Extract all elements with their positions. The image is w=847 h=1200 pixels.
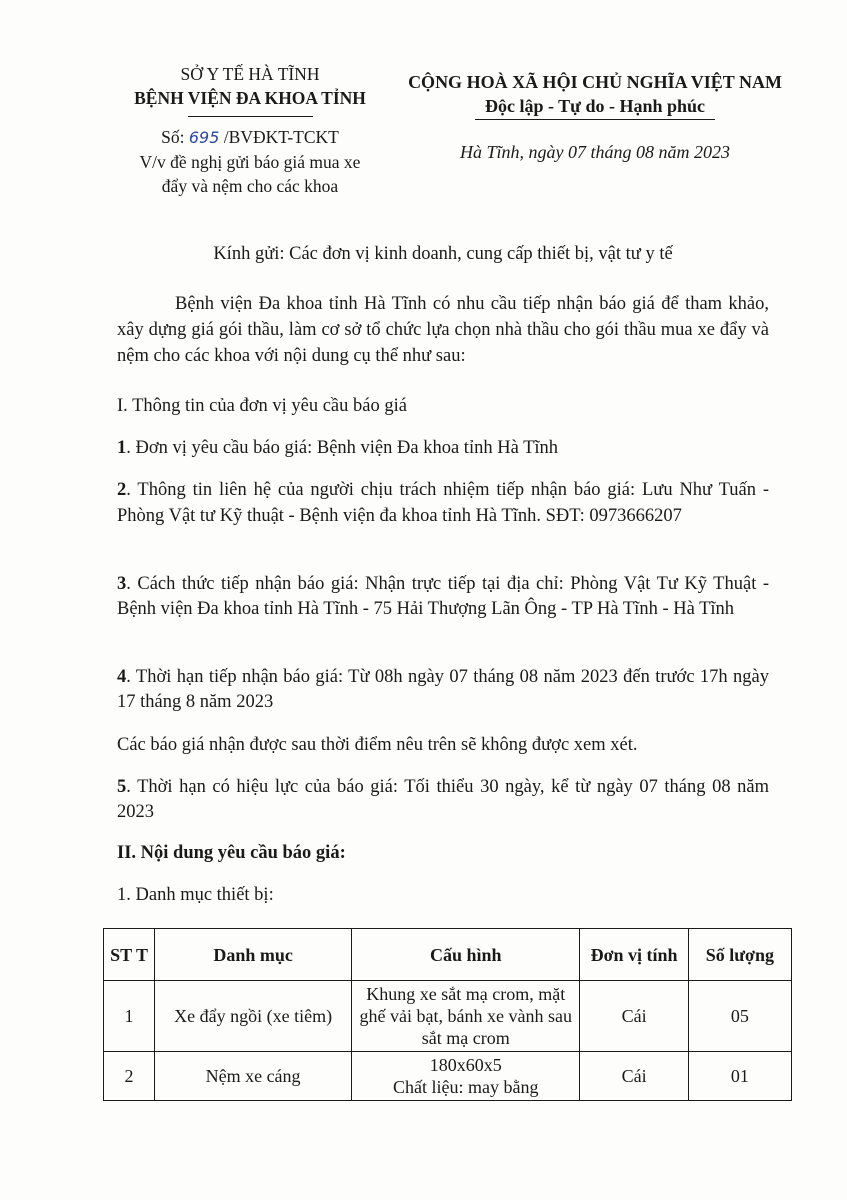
- item-number: 2: [117, 480, 127, 500]
- header-unit: Đơn vị tính: [580, 929, 688, 981]
- number-suffix: /BVĐKT-TCKT: [223, 127, 339, 147]
- subject-line-2: đẩy và nệm cho các khoa: [161, 176, 339, 196]
- intro-paragraph: Bệnh viện Đa khoa tỉnh Hà Tĩnh có nhu cầu tiếp nhận báo giá để tham khảo, xây dựng giá gói thầu, làm cơ sở tổ chức lựa chọn nhà thầu cho gói thầu mua xe đẩy và nệm cho các khoa với nội dung cụ thể như sau:: [117, 294, 769, 366]
- item-number: 3: [117, 574, 127, 594]
- equipment-table: [103, 928, 792, 1101]
- item-text: . Cách thức tiếp nhận báo giá: Nhận trực tiếp tại địa chỉ: Phòng Vật Tư Kỹ Thuật - Bệnh viện Đa khoa tỉnh Hà Tĩnh - 75 Hải Thượng Lãn Ông - TP Hà Tĩnh - Hà Tĩnh: [117, 574, 769, 619]
- item-number: 5: [117, 777, 127, 797]
- item-3: [117, 572, 769, 622]
- cell-config: Khung xe sắt mạ crom, mặt ghế vải bạt, bánh xe vành sau sắt mạ crom: [352, 981, 580, 1052]
- header-divider: [188, 116, 313, 117]
- cell-qty: 01: [688, 1052, 791, 1101]
- cell-qty: 05: [688, 981, 791, 1052]
- item-1: [117, 435, 769, 461]
- item-5: [117, 775, 769, 825]
- section-2-subtitle: 1. Danh mục thiết bị:: [117, 885, 274, 905]
- cell-item: Nệm xe cáng: [155, 1052, 352, 1101]
- table-row: [104, 1052, 792, 1101]
- cell-unit: Cái: [580, 1052, 688, 1101]
- section-1-title: I. Thông tin của đơn vị yêu cầu báo giá: [117, 396, 407, 416]
- table-header-row: [104, 929, 792, 981]
- document-number: [100, 125, 400, 150]
- recipient: Kính gửi: Các đơn vị kinh doanh, cung cấp thiết bị, vật tư y tế: [213, 244, 673, 264]
- department-name: SỞ Y TẾ HÀ TĨNH: [180, 64, 320, 84]
- config-line-2: Chất liệu: may bằng: [393, 1077, 539, 1097]
- item-2: [117, 477, 769, 529]
- hospital-name: BỆNH VIỆN ĐA KHOA TỈNH: [134, 88, 366, 108]
- item-text: . Thông tin liên hệ của người chịu trách nhiệm tiếp nhận báo giá: Lưu Như Tuấn - Phòng Vật tư Kỹ thuật - Bệnh viện đa khoa tỉnh Hà Tĩnh. SĐT: 0973666207: [117, 480, 769, 526]
- config-line-1: 180x60x5: [429, 1055, 502, 1075]
- subject-line-1: V/v đề nghị gửi báo giá mua xe: [139, 152, 361, 172]
- cell-config: [352, 1052, 580, 1101]
- cell-unit: Cái: [580, 981, 688, 1052]
- header-stt: ST T: [104, 929, 155, 981]
- item-text: . Thời hạn có hiệu lực của báo giá: Tối thiểu 30 ngày, kể từ ngày 07 tháng 08 năm 2023: [117, 777, 769, 822]
- cell-item: Xe đẩy ngồi (xe tiêm): [155, 981, 352, 1052]
- late-quote-note: Các báo giá nhận được sau thời điểm nêu trên sẽ không được xem xét.: [117, 735, 638, 755]
- country-name: CỘNG HOÀ XÃ HỘI CHỦ NGHĨA VIỆT NAM: [408, 72, 782, 92]
- handwritten-number: 695: [188, 128, 220, 147]
- issuer-header: [100, 62, 400, 198]
- header-item: Danh mục: [155, 929, 352, 981]
- item-text: . Đơn vị yêu cầu báo giá: Bệnh viện Đa khoa tỉnh Hà Tĩnh: [126, 438, 559, 458]
- item-number: 4: [117, 667, 127, 687]
- cell-stt: 2: [104, 1052, 155, 1101]
- place-date: Hà Tĩnh, ngày 07 tháng 08 năm 2023: [460, 142, 730, 162]
- motto-underline: [475, 119, 715, 120]
- cell-stt: 1: [104, 981, 155, 1052]
- item-4: [117, 665, 769, 715]
- table-row: [104, 981, 792, 1052]
- section-2-title: II. Nội dung yêu cầu báo giá:: [117, 843, 346, 863]
- header-config: Cấu hình: [352, 929, 580, 981]
- number-prefix: Số:: [161, 127, 185, 147]
- header-qty: Số lượng: [688, 929, 791, 981]
- item-number: 1: [117, 438, 127, 458]
- national-motto: Độc lập - Tự do - Hạnh phúc: [484, 96, 706, 116]
- item-text: . Thời hạn tiếp nhận báo giá: Từ 08h ngày 07 tháng 08 năm 2023 đến trước 17h ngày 17 tháng 8 năm 2023: [117, 667, 769, 712]
- national-header: [385, 70, 805, 164]
